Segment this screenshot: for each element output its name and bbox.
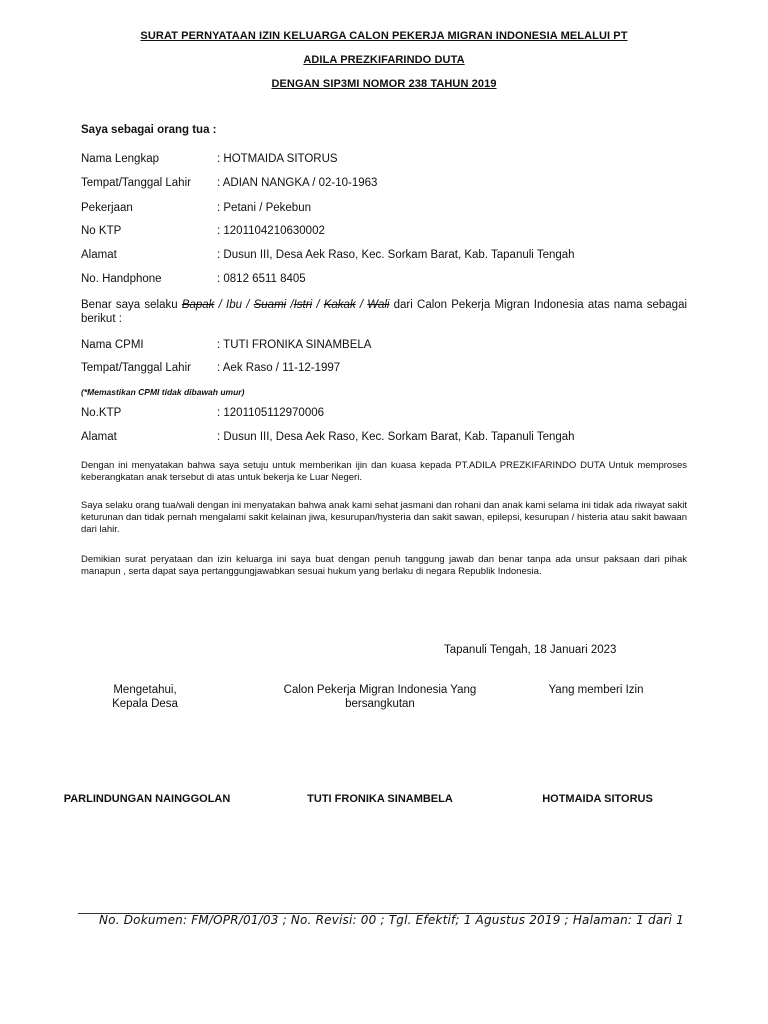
doc-title-line3: DENGAN SIP3MI NOMOR 238 TAHUN 2019 xyxy=(271,78,497,90)
field-value: : TUTI FRONIKA SINAMBELA xyxy=(217,339,372,351)
field-label: Nama CPMI xyxy=(81,339,144,351)
field-row xyxy=(81,339,371,351)
field-row xyxy=(81,362,340,374)
field-label: Alamat xyxy=(81,431,117,443)
statement-closing: Demikian surat peryataan dan izin keluarga ini saya buat dengan penuh tanggung jawab dan benar tanpa ada unsur paksaan dari pihak manapun , serta dapat saya pertanggungjawabkan sesuai hukum yang berlaku di negara Republik Indonesia. xyxy=(81,554,687,577)
statement-consent: Dengan ini menyatakan bahwa saya setuju untuk memberikan ijin dan kuasa kepada PT.ADILA PREZKIFARINDO DUTA Untuk memproses keberangkatan anak tersebut di atas untuk bekerja ke Luar Negeri. xyxy=(81,460,687,483)
document-footer: No. Dokumen: FM/OPR/01/03 ; No. Revisi: 00 ; Tgl. Efektif; 1 Agustus 2019 ; Halaman: 1 dari 1 xyxy=(99,913,684,927)
signature-label-cpmi: Calon Pekerja Migran Indonesia Yang bersangkutan xyxy=(283,684,477,710)
field-row xyxy=(81,407,324,419)
field-label: Tempat/Tanggal Lahir xyxy=(81,362,191,374)
field-value: : Dusun III, Desa Aek Raso, Kec. Sorkam Barat, Kab. Tapanuli Tengah xyxy=(217,431,575,443)
field-label: No. Handphone xyxy=(81,273,162,285)
field-label: Alamat xyxy=(81,249,117,261)
relation-statement: Benar saya selaku Bapak / Ibu / Suami /Istri / Kakak / Wali dari Calon Pekerja Migran Indonesia atas nama sebagai berikut : xyxy=(81,299,688,325)
age-note: (*Memastikan CPMI tidak dibawah umur) xyxy=(81,387,245,397)
field-row xyxy=(81,153,338,165)
signature-name-cpmi: TUTI FRONIKA SINAMBELA xyxy=(307,793,453,805)
field-value: : 0812 6511 8405 xyxy=(217,273,306,285)
field-row xyxy=(81,273,306,285)
field-value: : Petani / Pekebun xyxy=(217,202,311,214)
signature-name-guardian: HOTMAIDA SITORUS xyxy=(542,793,653,805)
doc-title-line1: SURAT PERNYATAAN IZIN KELUARGA CALON PEKERJA MIGRAN INDONESIA MELALUI PT xyxy=(140,30,628,42)
field-value: : Dusun III, Desa Aek Raso, Kec. Sorkam Barat, Kab. Tapanuli Tengah xyxy=(217,249,575,261)
field-value: : Aek Raso / 11-12-1997 xyxy=(217,362,341,374)
statement-health: Saya selaku orang tua/wali dengan ini menyatakan bahwa anak kami sehat jasmani dan rohani dan anak kami selama ini tidak ada riwayat sakit keturunan dan tidak pernah mengalami sakit kelainan jiwa, kesurupan/hysteria dan sakit sawan, epilepsi, kesurupan / histeria atau sakit bawaan dari lahir. xyxy=(81,500,687,535)
field-label: No KTP xyxy=(81,225,122,237)
parent-intro: Saya sebagai orang tua : xyxy=(81,124,217,136)
field-value: : HOTMAIDA SITORUS xyxy=(217,153,338,165)
field-row xyxy=(81,177,377,189)
field-row xyxy=(81,431,575,443)
field-value: : 1201105112970006 xyxy=(217,407,325,419)
signature-label-village-head: Mengetahui, Kepala Desa xyxy=(112,684,178,710)
signature-name-village-head: PARLINDUNGAN NAINGGOLAN xyxy=(63,793,231,805)
field-label: Tempat/Tanggal Lahir xyxy=(81,177,191,189)
field-label: Pekerjaan xyxy=(81,202,133,214)
signature-label-guardian: Yang memberi Izin xyxy=(548,684,644,696)
field-value: : ADIAN NANGKA / 02-10-1963 xyxy=(217,177,378,189)
doc-title-line2: ADILA PREZKIFARINDO DUTA xyxy=(303,54,465,66)
field-row xyxy=(81,249,575,261)
field-label: Nama Lengkap xyxy=(81,153,159,165)
field-value: : 1201104210630002 xyxy=(217,225,325,237)
place-date: Tapanuli Tengah, 18 Januari 2023 xyxy=(444,644,617,656)
field-row xyxy=(81,225,325,237)
field-row xyxy=(81,202,311,214)
field-label: No.KTP xyxy=(81,407,122,419)
